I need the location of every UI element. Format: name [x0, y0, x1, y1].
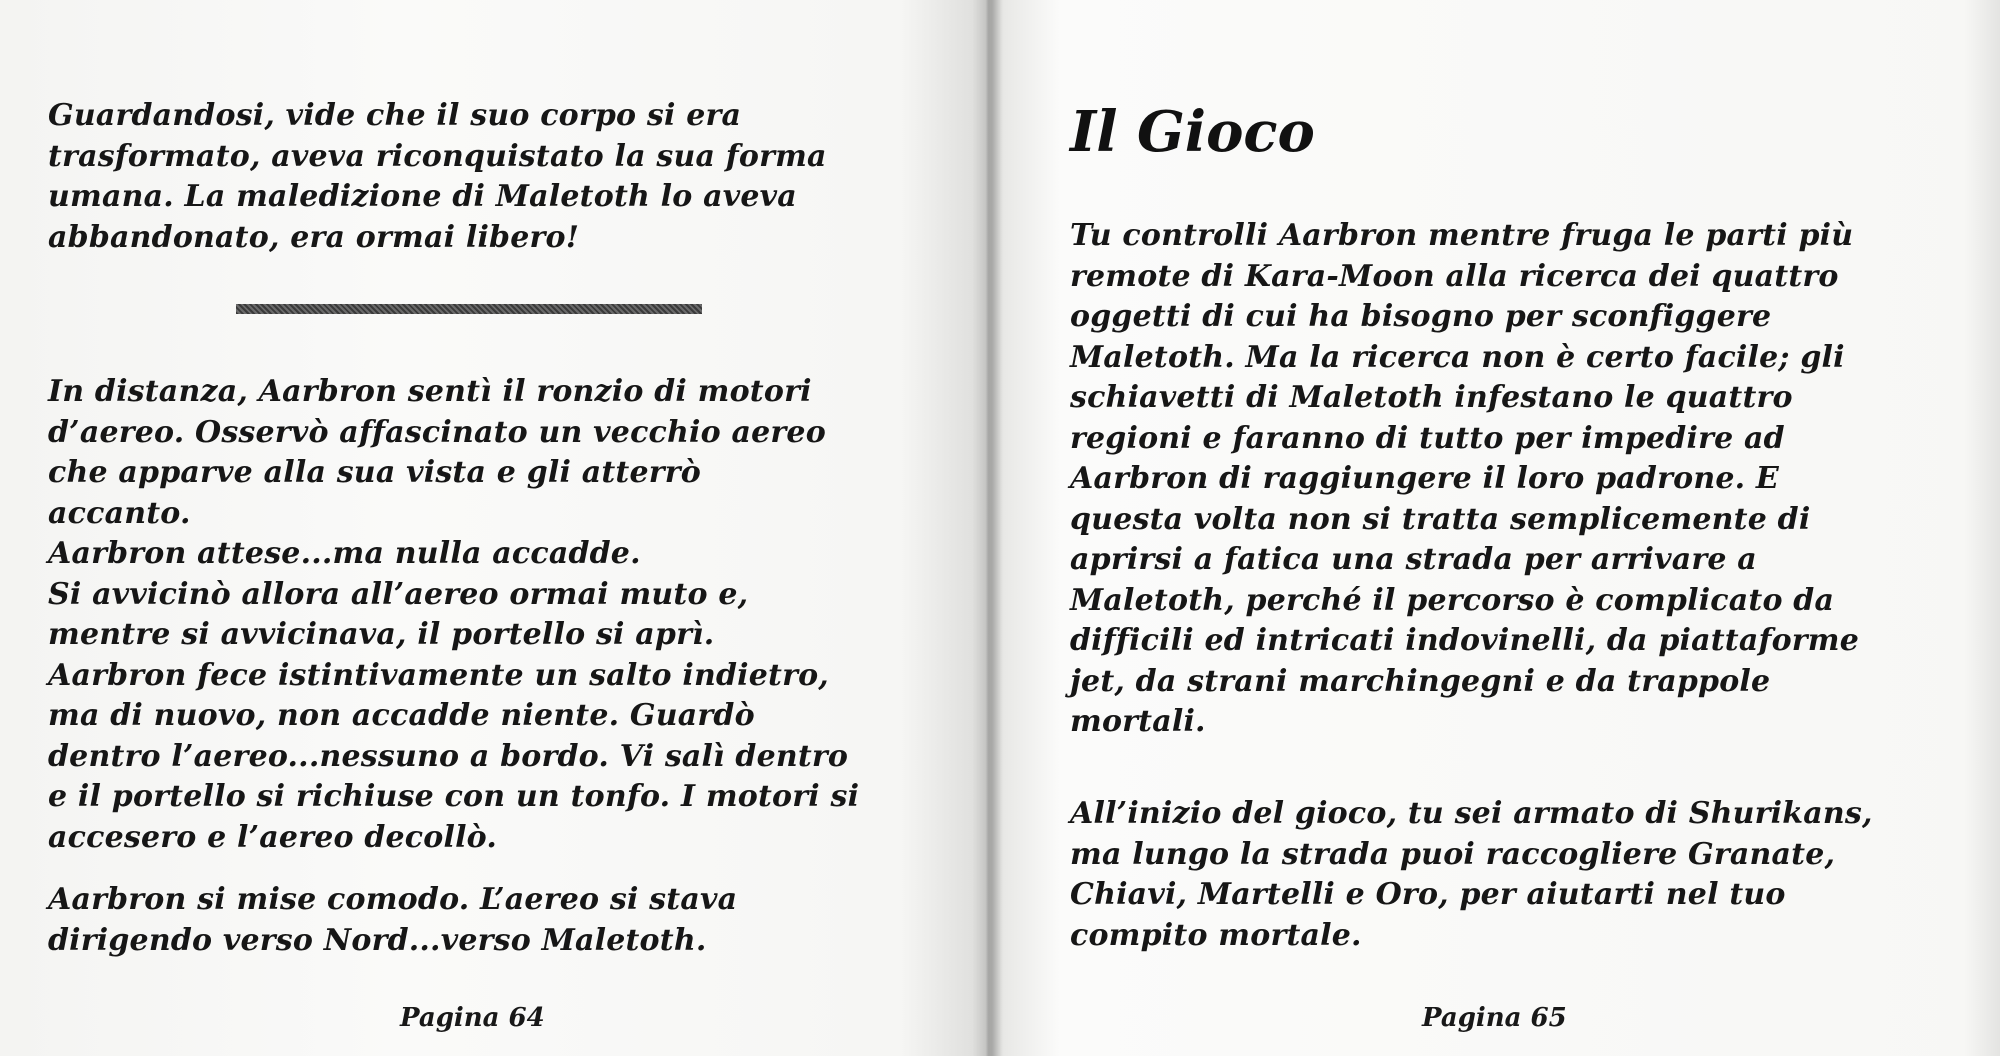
right-paragraph-1: Tu controlli Aarbron mentre fruga le parti più remote di Kara-Moon alla ricerca dei quattro oggetti di cui ha bisogno per sconfiggere Maletoth. Ma la ricerca non è certo facile; gli schiavetti di Maletoth infestano le quattro regioni e faranno di tutto per impedire ad Aarbron di raggiungere il loro padrone. E questa volta non si tratta semplicemente di aprirsi a fatica una strada per arrivare a Maletoth, perché il percorso è complicato da difficili ed intricati indovinelli, da piattaforme jet, da strani marchingegni e da trappole mortali.	[1070, 218, 1860, 739]
left-paragraph-3: Aarbron si mise comodo. L’aereo si stava dirigendo verso Nord...verso Maletoth.	[48, 882, 738, 958]
page-number-right: Pagina 65	[1422, 1003, 1567, 1033]
book-gutter	[972, 0, 1002, 1056]
left-paragraph-2: In distanza, Aarbron sentì il ronzio di motori d’aereo. Osservò affascinato un vecchio aereo che apparve alla sua vista e gli atterrò accanto. Aarbron attese...ma nulla accadde. Si avvicinò allora all’aereo ormai muto e, mentre si avvicinava, il portello si aprì. Aarbron fece istintivamente un salto indietro, ma di nuovo, non accadde niente. Guardò dentro l’aereo...nessuno a bordo. Vi salì dentro e il portello si richiuse con un tonfo. I motori si accesero e l’aereo decollò.	[48, 374, 860, 855]
right-paragraph-2: All’inizio del gioco, tu sei armato di Shurikans, ma lungo la strada puoi raccogliere Granate, Chiavi, Martelli e Oro, per aiutarti nel tuo compito mortale.	[1070, 796, 1873, 953]
left-paragraph-1: Guardandosi, vide che il suo corpo si era trasformato, aveva riconquistato la sua forma umana. La maledizione di Maletoth lo aveva abbandonato, era ormai libero!	[48, 98, 827, 255]
page-number-left: Pagina 64	[400, 1003, 545, 1033]
section-heading: Il Gioco	[1070, 99, 1315, 165]
section-divider	[236, 304, 702, 314]
